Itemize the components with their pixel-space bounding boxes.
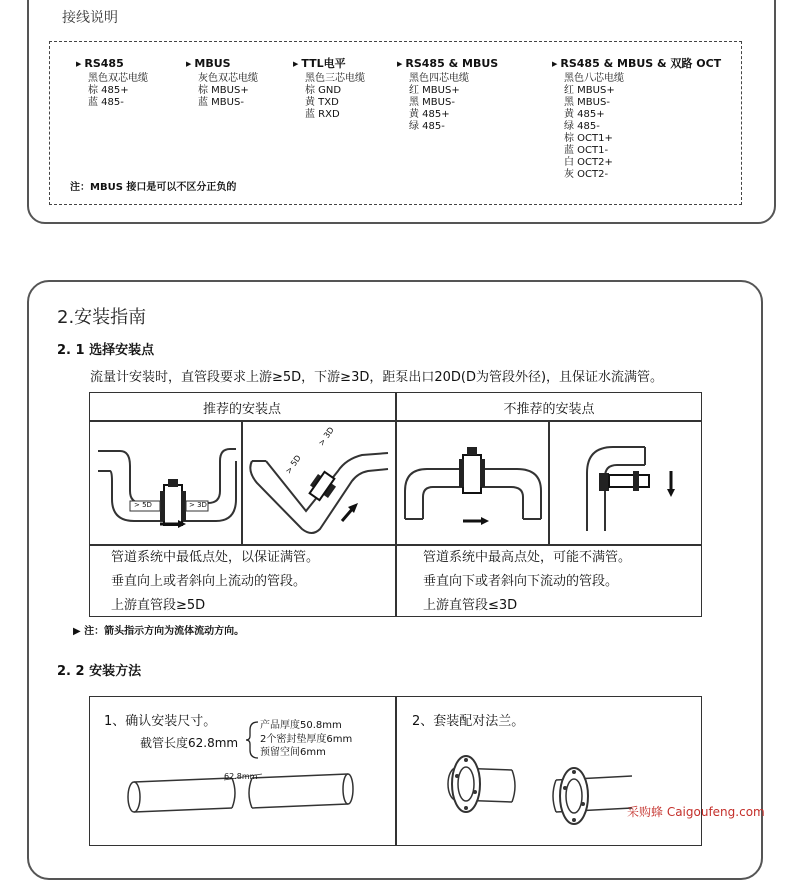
not-recommended-desc-line: 垂直向下或者斜向下流动的管段。 <box>423 574 619 589</box>
spec-brace <box>246 720 260 760</box>
subsection-title-choose-point: 2. 1 选择安装点 <box>57 343 155 358</box>
wiring-column-rs485 <box>76 58 148 109</box>
step-2-label: 2、套装配对法兰。 <box>412 714 525 729</box>
wiring-line: 黑色八芯电缆 <box>564 73 624 84</box>
wiring-line: 棕 GND <box>305 85 342 96</box>
spec-line: 产品厚度50.8mm <box>260 720 342 731</box>
dim-5d-label: > 5D <box>134 501 152 509</box>
recommended-desc-line: 管道系统中最低点处，以保证满管。 <box>111 550 320 565</box>
step-1-label: 1、确认安装尺寸。 <box>104 714 217 729</box>
diagram-highest-point <box>397 421 548 544</box>
wiring-line: 棕 OCT1+ <box>564 133 613 144</box>
section-title: 2.安装指南 <box>57 307 147 328</box>
box-divider <box>395 696 397 846</box>
dim-3d-label: > 3D <box>189 501 207 509</box>
wiring-line: 蓝 485- <box>88 97 124 108</box>
cut-length-label: 截管长度62.8mm <box>140 736 239 750</box>
wiring-line: 红 MBUS+ <box>409 85 460 96</box>
wiring-column-title: ▶ RS485 <box>76 58 148 70</box>
wiring-line: 黄 485+ <box>409 109 450 120</box>
wiring-column-rs485-mbus-oct <box>552 58 721 181</box>
wiring-line: 棕 485+ <box>88 85 129 96</box>
diagram-lowest-point <box>90 421 241 544</box>
recommended-desc-line: 上游直管段≥5D <box>111 598 206 613</box>
wiring-column-mbus <box>186 58 258 109</box>
wiring-line: 棕 MBUS+ <box>198 85 249 96</box>
wiring-title: 接线说明 <box>62 10 118 26</box>
diagram-downward-flow <box>549 421 701 544</box>
recommended-header: 推荐的安装点 <box>202 402 281 417</box>
install-intro: 流量计安装时，直管段要求上游≥5D，下游≥3D，距泵出口20D(D为管段外径)，且保证水流满管。 <box>90 370 664 385</box>
wiring-column-title: ▶ RS485 & MBUS & 双路 OCT <box>552 58 721 70</box>
not-recommended-desc-line: 管道系统中最高点处，可能不满管。 <box>423 550 632 565</box>
subsection-title-install-method: 2. 2 安装方法 <box>57 664 142 679</box>
wiring-line: 黑色三芯电缆 <box>305 73 365 84</box>
wiring-line: 绿 485- <box>564 121 600 132</box>
wiring-line: 黑色四芯电缆 <box>409 73 469 84</box>
wiring-line: 红 MBUS+ <box>564 85 615 96</box>
wiring-line: 黑色双芯电缆 <box>88 73 148 84</box>
wiring-line: 灰色双芯电缆 <box>198 73 258 84</box>
wiring-line: 蓝 OCT1- <box>564 145 609 156</box>
watermark: 采购蜂 Caigoufeng.com <box>627 805 765 819</box>
wiring-column-title: ▶ MBUS <box>186 58 258 70</box>
wiring-line: 蓝 RXD <box>305 109 340 120</box>
not-recommended-header: 不推荐的安装点 <box>503 402 595 417</box>
recommended-desc-line: 垂直向上或者斜向上流动的管段。 <box>111 574 307 589</box>
wiring-line: 蓝 MBUS- <box>198 97 244 108</box>
spec-line: 预留空间6mm <box>260 747 326 758</box>
wiring-column-ttl <box>293 58 365 121</box>
wiring-line: 白 OCT2+ <box>564 157 613 168</box>
wiring-column-title: ▶ TTL电平 <box>293 58 365 70</box>
spec-line: 2个密封垫厚度6mm <box>260 734 353 745</box>
wiring-line: 灰 OCT2- <box>564 169 609 180</box>
wiring-column-rs485-mbus <box>397 58 498 133</box>
not-recommended-description <box>423 546 631 618</box>
recommended-description <box>111 546 319 618</box>
wiring-line: 黄 TXD <box>305 97 339 108</box>
dim-5d-diagonal-label: > 5D <box>283 453 303 476</box>
wiring-line: 黑 MBUS- <box>564 97 610 108</box>
not-recommended-desc-line: 上游直管段≤3D <box>423 598 518 613</box>
wiring-line: 黑 MBUS- <box>409 97 455 108</box>
dim-3d-diagonal-label: > 3D <box>316 425 336 448</box>
wiring-note: 注：MBUS 接口是可以不区分正负的 <box>70 182 237 193</box>
flange-pipe-drawing <box>436 740 636 836</box>
cut-dimension-label: 62.8mm <box>224 772 258 781</box>
wiring-line: 黄 485+ <box>564 109 605 120</box>
table-note: ▶ 注：箭头指示方向为流体流动方向。 <box>73 626 245 637</box>
wiring-column-title: ▶ RS485 & MBUS <box>397 58 498 70</box>
wiring-line: 绿 485- <box>409 121 445 132</box>
